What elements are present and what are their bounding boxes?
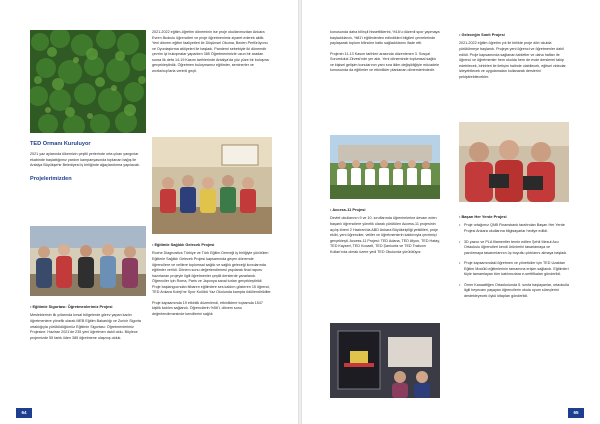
future-class-title: • Geleceğin Sınıfı Projesi: [459, 32, 569, 37]
success-project-list: [459, 223, 569, 299]
left-column-2-bottom: [152, 240, 272, 322]
3d-printer-photo: [330, 323, 440, 398]
summit-paragraph: Projenin 11-13 Kasım tarihleri arasında düzenlenen 3. Sosyal Sorumluluk Zirvesi'nde yer aldı. Yeni döneminde toplumsal sağlık ve kişisel gelişim konularının yanı sıra iklim değişikliğiyle mücadele konusunda da eğitimler ve etkinlikler planlanan dönemlerindedir.: [330, 51, 440, 73]
right-column-2-bottom: [459, 212, 569, 304]
healthy-future-title: • Eğitimle Sağlıklı Gelecek Projesi: [152, 242, 272, 247]
right-column-1-middle: [330, 205, 440, 260]
forest-heading: TED Ormanı Kuruluyor: [30, 141, 91, 147]
students-classroom-photo: [152, 137, 272, 234]
projects-heading: Projelerimizden: [30, 175, 72, 182]
healthy-future-paragraph-2: Proje kapsamında 19 etkinlik düzenlendi, etkinliklere toplamda 1547 kişilik katılım sağlandı. Öğrencilerin %56'i, dönem sonu değerlendirmesinde kendilerini sağlık: [152, 300, 263, 316]
insurance-project-title: • Eğitimle Sigortası: Öğretmenlerimiz Projesi: [30, 304, 146, 309]
healthy-future-paragraph: Roche Diagnostics Türkiye ve Türk Eğitim Derneği iş birliğiyle yürütülen Eğitimle Sağlıklı Gelecek Projesi kapsamında geçen dönemde öğrencilere ve velilere toplumsal sağlık ve sağlık geleceği konularında eğitimler verildi. Dönem sonu değerlendirmesi yapılarak final raporu hazırlanan projeyle ilgili öğretmenler çeşitli derslerde yararlandı. Öğrenciler için Roma, Paris ve Japonya sanal turları gerçekleştirildi. Proje başlangıcından itibaren eğitimlere ses kaldım gösteren 15 öğrenci, TED Ankara Koleji'ne Spor Kulübü Yaz Okulunda kampta ödüllendirildiler.: [152, 251, 272, 295]
left-column-1-bottom: [30, 302, 146, 346]
access-project-title: • Access-11 Projesi: [330, 207, 440, 212]
list-item: • 3D yazıcı ve PLA filamentler temin edilen Şehit Mesut Acu Ortaokulu öğrencileri kendi ürünlerini tasarlamaya ve yazdırmaya tasarımlarının üç boyutlu çıktılarını almaya başladı.: [459, 240, 569, 257]
awareness-paragraph: konusunda daha bilinçli hissettiklerini, %16'u düzenli spor yapmaya başladıklarını, %81'i eğitimlerden edindikleri bilgileri çevrelerinde paylaşarak toplum bilincine katkı sağladıklarını ifade etti.: [330, 30, 440, 46]
students-outdoor-photo: [330, 135, 440, 199]
teachers-group-photo: [30, 226, 146, 296]
page-number-left: 64: [16, 408, 32, 418]
list-item: • Ömer Kanaattiğen Ortaokulunda 5. sınıfa başlayanlar, ortaokulla ilgili heyecanı yaşayan öğrencilerin okula uyum süreçlerini destekleyecek öykü kitapları gönderildi.: [459, 283, 569, 300]
right-page: [302, 0, 600, 424]
girls-with-tablets-photo: [459, 122, 569, 202]
list-item: • Proje ortağımız QNB Finansbank tarafından Başarı Her Yerde Projesi Ankara okullarına bilgisayarlar hediye edildi.: [459, 223, 569, 234]
list-item: • Proje kapsamındaki öğretmen ve yöneticiler için TED Uzaktan Eğitim Modülü eğitimlerinin tamamına erişim sağlandı. Eğitimleri tüyle tamamlayan tüm katılımcılara e-sertifikaları gönderildi.: [459, 261, 569, 278]
forest-aerial-photo: [30, 30, 146, 133]
right-column-2: [459, 30, 569, 85]
right-column-1: [330, 30, 440, 79]
left-column-2: [152, 30, 272, 79]
future-class-paragraph: 2021-2022 eğitim öğretim yılı ile birlikte proje dört okulda yürütülmeye başlandı. Projeye yeni öğrenci ve öğretmenler dahil edildi. Proje kapsamında sağlanan tabletler ve daha hafları ile öğrenci ve öğretmenler hem okulda hem de evde derslerini takip edebilecek, birbirleri ile iletişim halinde olabilecek, eğitsel videolar izleyebilecek ve uygulamaları kullanarak derslerini pekiştirebilecekler.: [459, 41, 566, 79]
success-project-title: • Başarı Her Yerde Projesi: [459, 214, 569, 219]
insurance-project-paragraph: Meslekterinin ilk yıllarında kırsal bölgelerde görev yapan kadın öğretmenlere yönelik olarak MEB Eğitim Bakanlığı ve Zurich Sigorta ortaklığıyla yürütüldüğümüz Eğitimin Sigortası: Öğretmenlerimiz Projesine. Haziran 2021'de 235 yeni öğretmen dahil oldu. Böylece projemizde 55 farklı ilden 385 öğretmene ulaşmış olduk.: [30, 313, 141, 340]
access-project-paragraph: Devlet okullarının 9 ve 10. sınıflarında öğrenimlerine devam eden başarılı öğrencilere yönelik olarak yürütülen Access-11 projesinin açılış töreni 2 Haziran'da ABD Ankara Büyükelçiliği yetkilileri, proje ekibi, yeni öğrenciler, veliler ve öğretmenlerin katılımıyla çevrimiçi gerçekleşti. Access-11 Projesi: TED Adana, TED Afyon, TED Hatay, TED Kayseri, TED Kocaeli, TED Şanlıurfa ve TED Trabzon Kolları'nda olmak üzere yedi TED Okulunda yürütülüyor.: [330, 216, 440, 254]
evren-paragraph: 2021-2022 eğitim-öğretim döneminin ise proje okullarımızdan Ankara Evren İlkokulu öğrencileri ve proje öğretmenimiz ziyaret ederek aktik. Yeni dönem eğitim faaliyetleri ile Düşünsel Okuma, Beden Perfürüyonu ve Oyunlaştırma atölyeleri ile başladı. Pandemi sebebiyle iki dönemdir çevrim içi buluşmalar yaparken 385 Öğretmenimizle uzun bir aradan sonra ilk defa 14-19 Kasım tarihlerinde Antalya'da yüz yüze bir buluşma gerçekleştirdik. Öğretmen buluşmamız eğitimler, seminerler ve workshop'larla verimli geçti.: [152, 30, 269, 73]
forest-paragraph: 2021 yaz aylarında ülkemizin çeşitli yerlerinde orta çıkan yangınlar ekabinde başlattığımız yardım kampanyasında toplanan bağış ile Antalya Büyükşehir Belediyesi iş birliğinde ağaçlandırma yapılacak.: [30, 152, 140, 168]
page-number-right: 65: [568, 408, 584, 418]
left-page: [0, 0, 298, 424]
left-column-1: [30, 141, 146, 187]
